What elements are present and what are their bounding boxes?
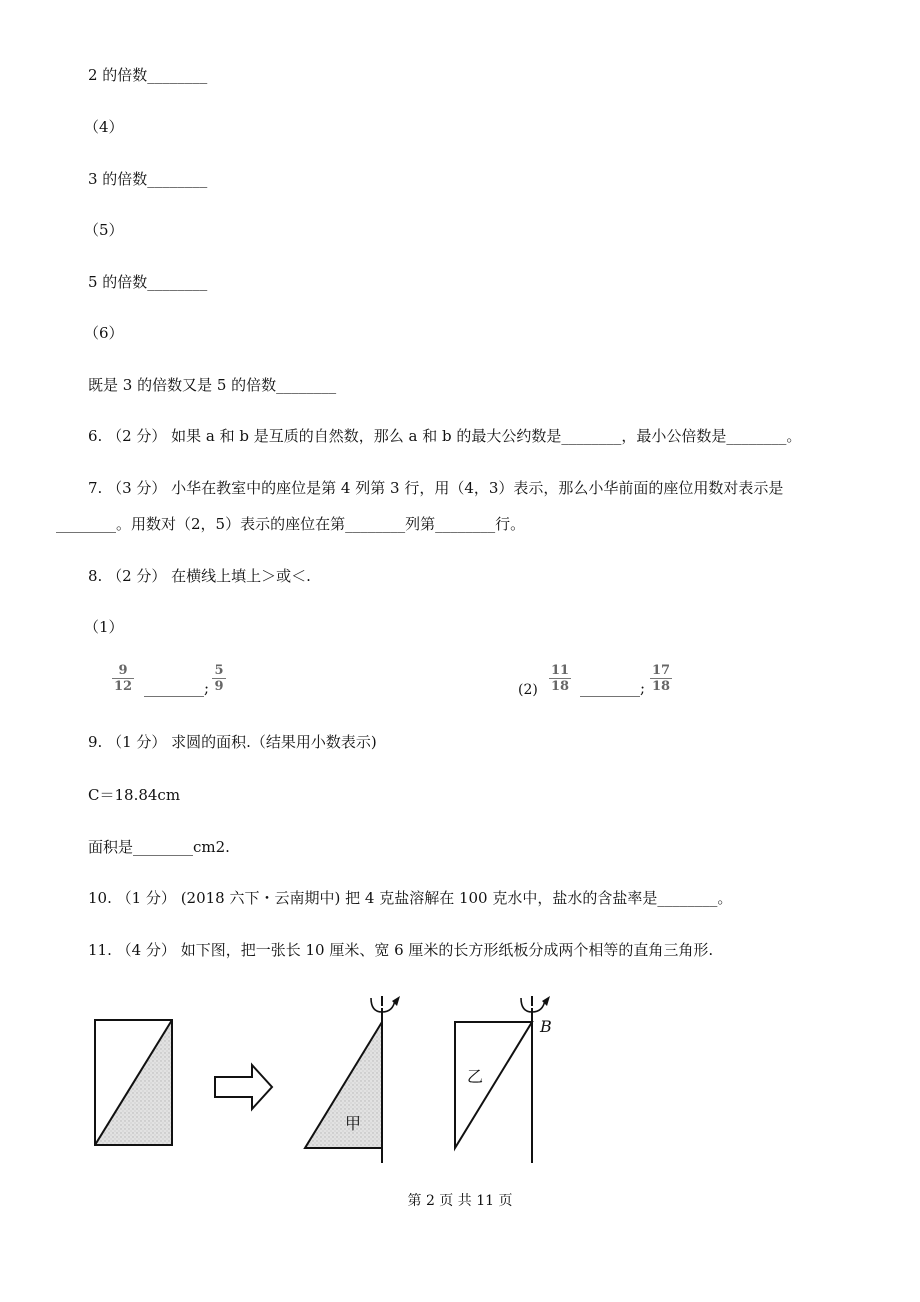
fraction-numerator: 9 — [118, 663, 128, 678]
circumference-value: C＝18.84cm — [88, 786, 181, 804]
split-rectangle — [95, 1020, 172, 1145]
label-jia: 甲 — [345, 1114, 362, 1133]
fraction-denominator: 18 — [651, 679, 671, 694]
comparison-blank-2[interactable]: ________; — [580, 679, 646, 697]
question-7-line-2: ________。用数对（2，5）表示的座位在第________列第________行。 — [56, 515, 526, 533]
fraction-numerator: 17 — [651, 663, 671, 678]
area-answer-line: 面积是________cm2. — [88, 838, 230, 856]
page-footer: 第 2 页 共 11 页 — [407, 1193, 513, 1209]
right-arrow-icon — [215, 1065, 272, 1109]
fraction-numerator: 11 — [550, 663, 570, 678]
fraction-numerator: 5 — [214, 663, 224, 678]
question-11: 11. （4 分） 如下图，把一张长 10 厘米、宽 6 厘米的长方形纸板分成两个相等的直角三角形. — [88, 941, 714, 959]
question-7-line-1: 7. （3 分） 小华在教室中的座位是第 4 列第 3 行，用（4，3）表示，那么小华前面的座位用数对表示是 — [88, 479, 784, 497]
subquestion-5: （5） — [84, 221, 124, 239]
triangle-jia — [305, 996, 400, 1163]
subquestion-4: （4） — [84, 118, 124, 136]
question-6: 6. （2 分） 如果 a 和 b 是互质的自然数，那么 a 和 b 的最大公约数是________，最小公倍数是________。 — [88, 427, 802, 445]
text-line-multiple-of-5: 5 的倍数________ — [88, 273, 208, 291]
triangle-yi — [455, 996, 552, 1163]
question-8-part-2-label: (2) — [518, 682, 538, 698]
question-9: 9. （1 分） 求圆的面积.（结果用小数表示) — [88, 733, 377, 751]
question-8-part-1: （1） — [84, 618, 124, 636]
fraction-denominator: 18 — [550, 679, 570, 694]
label-b: B — [540, 1017, 552, 1036]
label-yi: 乙 — [467, 1067, 484, 1086]
subquestion-6: （6） — [84, 324, 124, 342]
text-line-multiple-of-3-and-5: 既是 3 的倍数又是 5 的倍数________ — [88, 376, 337, 394]
text-line-multiple-of-3: 3 的倍数________ — [88, 170, 208, 188]
question-10: 10. （1 分） (2018 六下・云南期中) 把 4 克盐溶解在 100 克水中，盐水的含盐率是________。 — [88, 889, 733, 907]
fraction-denominator: 12 — [113, 679, 133, 694]
text-line-multiple-of-2: 2 的倍数________ — [88, 66, 208, 84]
fraction-denominator: 9 — [214, 679, 224, 694]
comparison-blank-1[interactable]: ________; — [144, 679, 210, 697]
question-8: 8. （2 分） 在横线上填上＞或＜. — [88, 567, 311, 585]
